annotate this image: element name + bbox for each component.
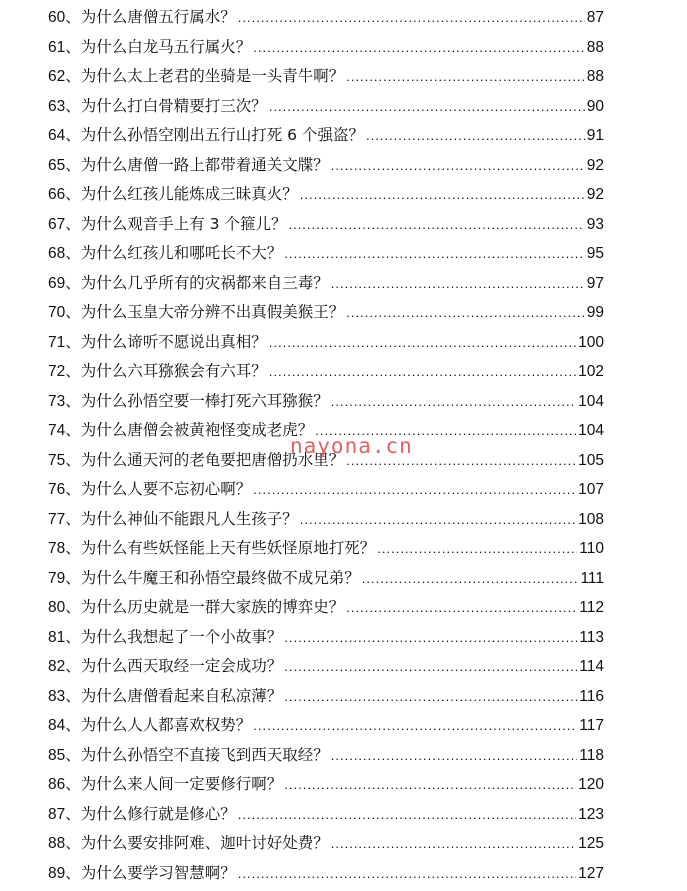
entry-title: 为什么有些妖怪能上天有些妖怪原地打死？ <box>80 539 376 557</box>
entry-title: 为什么来人间一定要修行啊？ <box>80 775 283 793</box>
dot-leader <box>331 269 585 299</box>
entry-number: 63、 <box>48 97 81 115</box>
dot-leader <box>315 416 576 446</box>
dot-leader <box>269 92 585 122</box>
entry-number: 85、 <box>48 746 81 764</box>
toc-entry[interactable] <box>48 92 604 122</box>
entry-page-number: 120 <box>578 776 604 793</box>
dot-leader <box>346 446 576 476</box>
dot-leader <box>269 357 576 387</box>
entry-page-number: 87 <box>586 9 604 26</box>
dot-leader <box>331 829 576 859</box>
entry-title: 为什么修行就是修心？ <box>80 804 236 823</box>
toc-entry[interactable] <box>48 623 604 653</box>
dot-leader <box>377 534 577 564</box>
toc-entry[interactable] <box>48 33 604 63</box>
entry-title: 为什么西天取经一定会成功？ <box>80 657 283 675</box>
toc-entry[interactable] <box>48 180 604 210</box>
entry-number: 70、 <box>48 304 81 321</box>
toc-entry[interactable] <box>48 416 604 446</box>
toc-entry[interactable] <box>48 652 604 682</box>
dot-leader <box>300 505 576 535</box>
dot-leader <box>331 741 578 771</box>
dot-leader <box>238 859 576 889</box>
dot-leader <box>331 387 576 417</box>
watermark: nayona.cn <box>290 434 413 458</box>
entry-number: 75、 <box>48 451 81 469</box>
dot-leader <box>238 3 585 33</box>
entry-page-number: 88 <box>586 38 604 56</box>
toc-entry[interactable] <box>48 269 604 299</box>
entry-title: 为什么历史就是一群大家族的博弈史？ <box>80 598 345 616</box>
entry-page-number: 111 <box>580 569 604 587</box>
dot-leader <box>284 623 577 653</box>
entry-title: 为什么六耳猕猴会有六耳？ <box>80 362 267 380</box>
entry-number: 84、 <box>48 717 81 734</box>
entry-title: 为什么唐僧一路上都带着通关文牒？ <box>80 155 329 174</box>
toc-entry[interactable] <box>48 446 604 476</box>
entry-title: 为什么太上老君的坐骑是一头青牛啊？ <box>80 67 345 85</box>
dot-leader <box>253 475 576 505</box>
toc-entry[interactable] <box>48 534 604 564</box>
entry-page-number: 90 <box>586 97 604 115</box>
entry-title: 为什么神仙不能跟凡人生孩子？ <box>80 509 298 528</box>
dot-leader <box>284 770 576 800</box>
entry-page-number: 110 <box>579 540 604 557</box>
entry-page-number: 104 <box>578 422 604 439</box>
entry-title: 为什么牛魔王和孙悟空最终做不成兄弟？ <box>80 568 360 587</box>
toc-entry[interactable] <box>48 800 604 830</box>
toc-entry[interactable] <box>48 357 604 387</box>
entry-number: 65、 <box>48 156 81 174</box>
entry-number: 69、 <box>48 274 81 292</box>
dot-leader <box>288 210 584 240</box>
toc-entry[interactable] <box>48 859 604 889</box>
toc-entry[interactable] <box>48 593 604 623</box>
entry-title: 为什么红孩儿和哪吒长不大？ <box>80 244 283 262</box>
dot-leader <box>269 328 576 358</box>
toc-entry[interactable] <box>48 564 604 594</box>
entry-page-number: 105 <box>578 451 604 469</box>
entry-page-number: 93 <box>586 215 604 233</box>
dot-leader <box>238 800 576 830</box>
entry-title: 为什么我想起了一个小故事？ <box>80 627 283 646</box>
toc-entry[interactable] <box>48 770 604 800</box>
entry-title: 为什么观音手上有 3 个箍儿？ <box>80 214 287 233</box>
dot-leader <box>253 711 577 741</box>
entry-page-number: 102 <box>578 363 604 380</box>
entry-number: 80、 <box>48 599 81 616</box>
dot-leader <box>331 151 585 181</box>
dot-leader <box>284 682 577 712</box>
entry-title: 为什么通天河的老龟要把唐僧扔水里？ <box>80 450 345 469</box>
entry-number: 68、 <box>48 245 81 262</box>
entry-number: 66、 <box>48 186 81 203</box>
entry-page-number: 123 <box>578 805 604 823</box>
entry-page-number: 97 <box>586 274 604 292</box>
entry-title: 为什么白龙马五行属火？ <box>80 37 252 56</box>
toc-entry[interactable] <box>48 328 604 358</box>
entry-title: 为什么要安排阿难、迦叶讨好处费？ <box>80 834 329 852</box>
entry-number: 79、 <box>48 569 81 587</box>
entry-page-number: 99 <box>586 304 604 321</box>
entry-number: 73、 <box>48 392 81 410</box>
dot-leader <box>346 593 577 623</box>
entry-number: 71、 <box>48 333 81 351</box>
entry-title: 为什么谛听不愿说出真相？ <box>80 332 267 351</box>
entry-number: 88、 <box>48 835 81 852</box>
toc-entry[interactable] <box>48 387 604 417</box>
entry-page-number: 117 <box>579 717 604 734</box>
entry-title: 为什么唐僧会被黄袍怪变成老虎？ <box>80 421 314 439</box>
toc-entry[interactable] <box>48 711 604 741</box>
entry-number: 76、 <box>48 481 81 498</box>
entry-title: 为什么打白骨精要打三次？ <box>80 96 267 115</box>
dot-leader <box>284 652 577 682</box>
entry-number: 67、 <box>48 215 81 233</box>
dot-leader <box>284 239 584 269</box>
entry-page-number: 92 <box>586 156 604 174</box>
entry-number: 62、 <box>48 68 81 85</box>
entry-page-number: 113 <box>579 628 604 646</box>
toc-entry[interactable] <box>48 829 604 859</box>
entry-number: 82、 <box>48 658 81 675</box>
entry-title: 为什么孙悟空刚出五行山打死 6 个强盗？ <box>80 126 364 144</box>
entry-page-number: 91 <box>586 127 604 144</box>
entry-title: 为什么唐僧看起来自私凉薄？ <box>80 686 283 705</box>
entry-page-number: 114 <box>579 658 604 675</box>
dot-leader <box>362 564 579 594</box>
entry-number: 87、 <box>48 805 81 823</box>
entry-title: 为什么玉皇大帝分辨不出真假美猴王？ <box>80 303 345 321</box>
dot-leader <box>300 180 585 210</box>
entry-number: 83、 <box>48 687 81 705</box>
toc-entry[interactable] <box>48 298 604 328</box>
table-of-contents <box>48 3 604 888</box>
entry-page-number: 88 <box>586 68 604 85</box>
entry-page-number: 112 <box>579 599 604 616</box>
entry-number: 86、 <box>48 776 81 793</box>
toc-entry[interactable] <box>48 62 604 92</box>
entry-number: 77、 <box>48 510 81 528</box>
entry-title: 为什么唐僧五行属水？ <box>80 8 236 26</box>
toc-entry[interactable] <box>48 121 604 151</box>
toc-entry[interactable] <box>48 151 604 181</box>
entry-page-number: 125 <box>578 835 604 852</box>
toc-entry[interactable] <box>48 239 604 269</box>
entry-title: 为什么红孩儿能炼成三昧真火？ <box>80 185 298 203</box>
entry-page-number: 108 <box>578 510 604 528</box>
toc-entry[interactable] <box>48 210 604 240</box>
entry-number: 78、 <box>48 540 81 557</box>
entry-page-number: 104 <box>578 392 604 410</box>
entry-title: 为什么孙悟空不直接飞到西天取经？ <box>80 745 329 764</box>
toc-entry[interactable] <box>48 3 604 33</box>
entry-page-number: 92 <box>586 186 604 203</box>
entry-page-number: 100 <box>578 333 604 351</box>
entry-number: 74、 <box>48 422 81 439</box>
toc-entry[interactable] <box>48 741 604 771</box>
entry-page-number: 116 <box>579 687 604 705</box>
entry-number: 81、 <box>48 628 81 646</box>
entry-page-number: 95 <box>586 245 604 262</box>
entry-number: 60、 <box>48 9 81 26</box>
dot-leader <box>253 33 584 63</box>
toc-entry[interactable] <box>48 475 604 505</box>
entry-title: 为什么人人都喜欢权势？ <box>80 716 252 734</box>
entry-number: 72、 <box>48 363 81 380</box>
toc-entry[interactable] <box>48 505 604 535</box>
entry-page-number: 107 <box>578 481 604 498</box>
entry-page-number: 127 <box>578 864 604 882</box>
entry-number: 64、 <box>48 127 81 144</box>
dot-leader <box>366 121 585 151</box>
dot-leader <box>346 298 584 328</box>
entry-title: 为什么几乎所有的灾祸都来自三毒？ <box>80 273 329 292</box>
toc-entry[interactable] <box>48 682 604 712</box>
entry-title: 为什么要学习智慧啊？ <box>80 863 236 882</box>
entry-number: 61、 <box>48 38 81 56</box>
dot-leader <box>346 62 584 92</box>
entry-number: 89、 <box>48 864 81 882</box>
entry-page-number: 118 <box>579 746 604 764</box>
entry-title: 为什么人要不忘初心啊？ <box>80 480 252 498</box>
entry-title: 为什么孙悟空要一棒打死六耳猕猴？ <box>80 391 329 410</box>
